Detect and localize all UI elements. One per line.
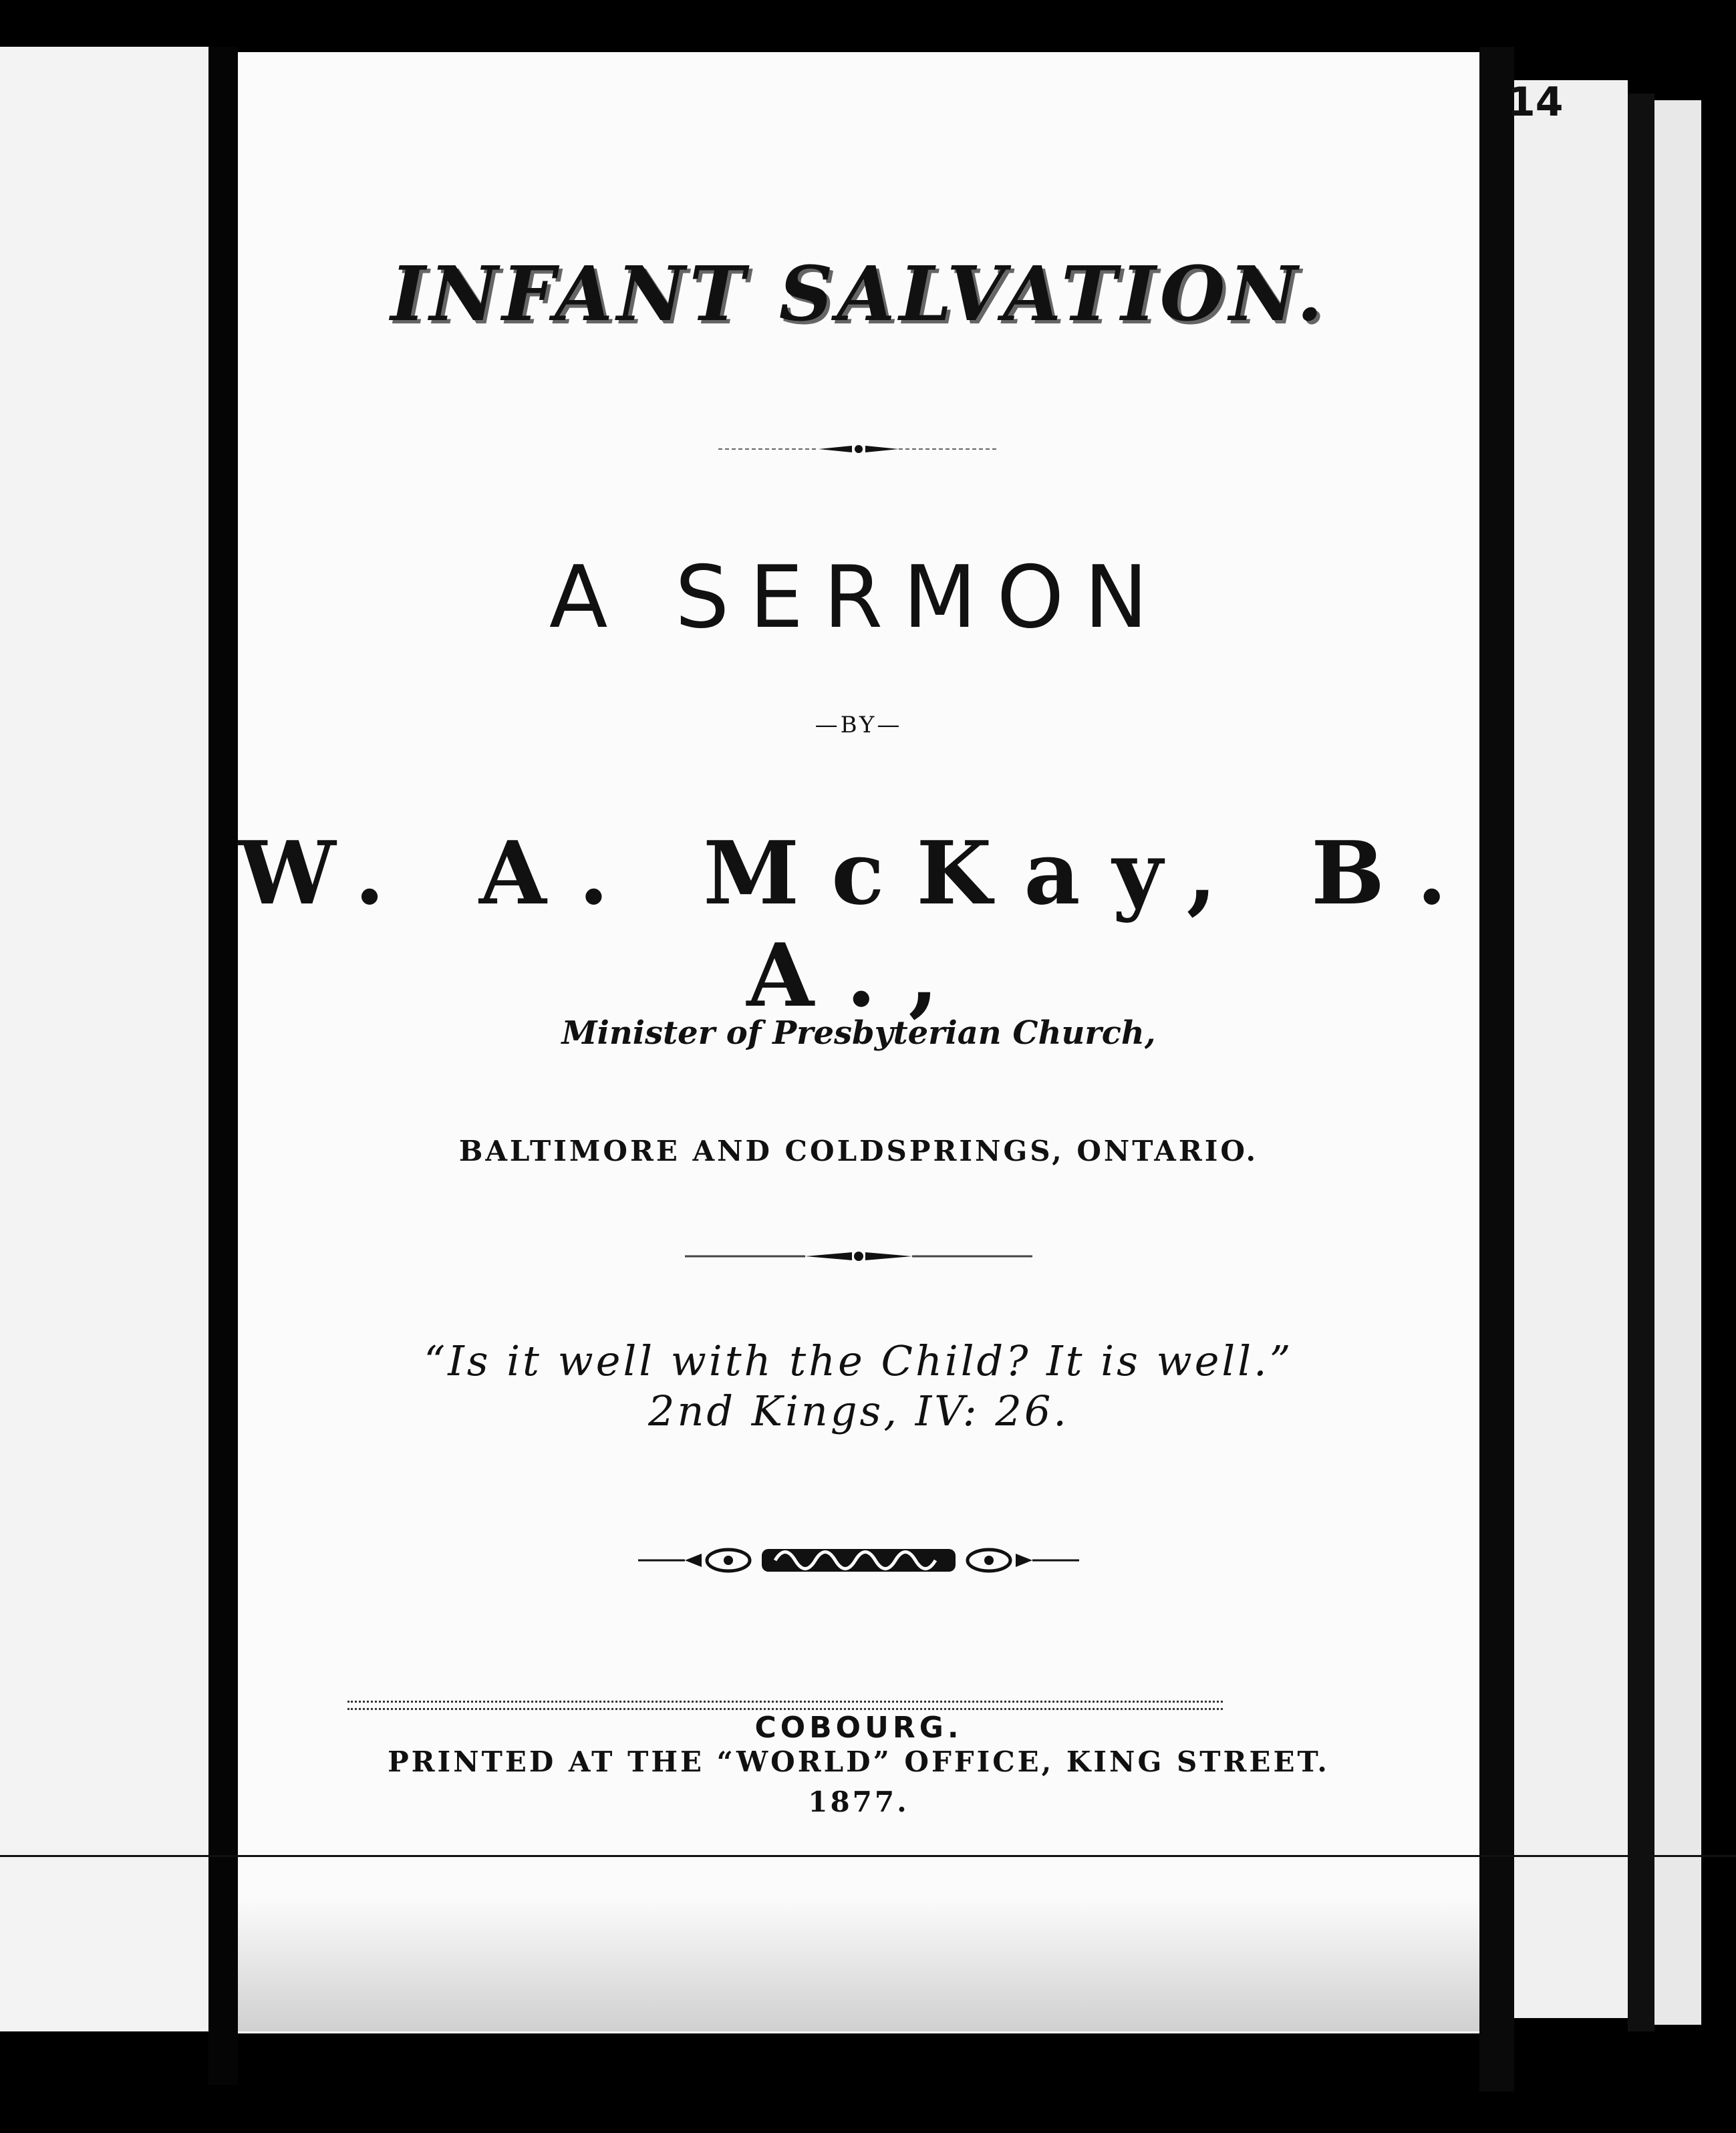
book-spine [208, 47, 238, 2085]
page-title: INFANT SALVATION. [390, 251, 1327, 338]
ornament-divider [238, 1537, 1479, 1594]
decorative-rule-middle [238, 1248, 1479, 1267]
imprint-city: COBOURG. [754, 1711, 963, 1745]
next-page-gutter [1628, 94, 1654, 2031]
decorative-rule-top [238, 441, 1479, 460]
epigraph-quote: “Is it well with the Child? It is well.” [424, 1336, 1294, 1385]
next-page-margin [1654, 100, 1701, 2025]
author-position: Minister of Presbyterian Church, [561, 1014, 1156, 1052]
page-number: 14 [1507, 79, 1564, 126]
right-page-edge [1479, 47, 1514, 2092]
imprint-rule [347, 1701, 1223, 1710]
epigraph-reference: 2nd Kings, IV: 26. [648, 1387, 1069, 1435]
author-place: BALTIMORE AND COLDSPRINGS, ONTARIO. [458, 1135, 1259, 1167]
next-page-strip [1514, 80, 1628, 2018]
author-name: W. A. McKay, B. A., [238, 822, 1479, 1026]
imprint-year: 1877. [808, 1786, 909, 1818]
page-shadow [238, 1898, 1479, 2031]
by-line: —BY— [815, 712, 903, 738]
scan-artifact-line [0, 1855, 1736, 1857]
imprint-printer: PRINTED AT THE “WORLD” OFFICE, KING STREET. [388, 1745, 1330, 1778]
left-page-edge [0, 47, 208, 2031]
sermon-heading: A SERMON [549, 548, 1169, 648]
